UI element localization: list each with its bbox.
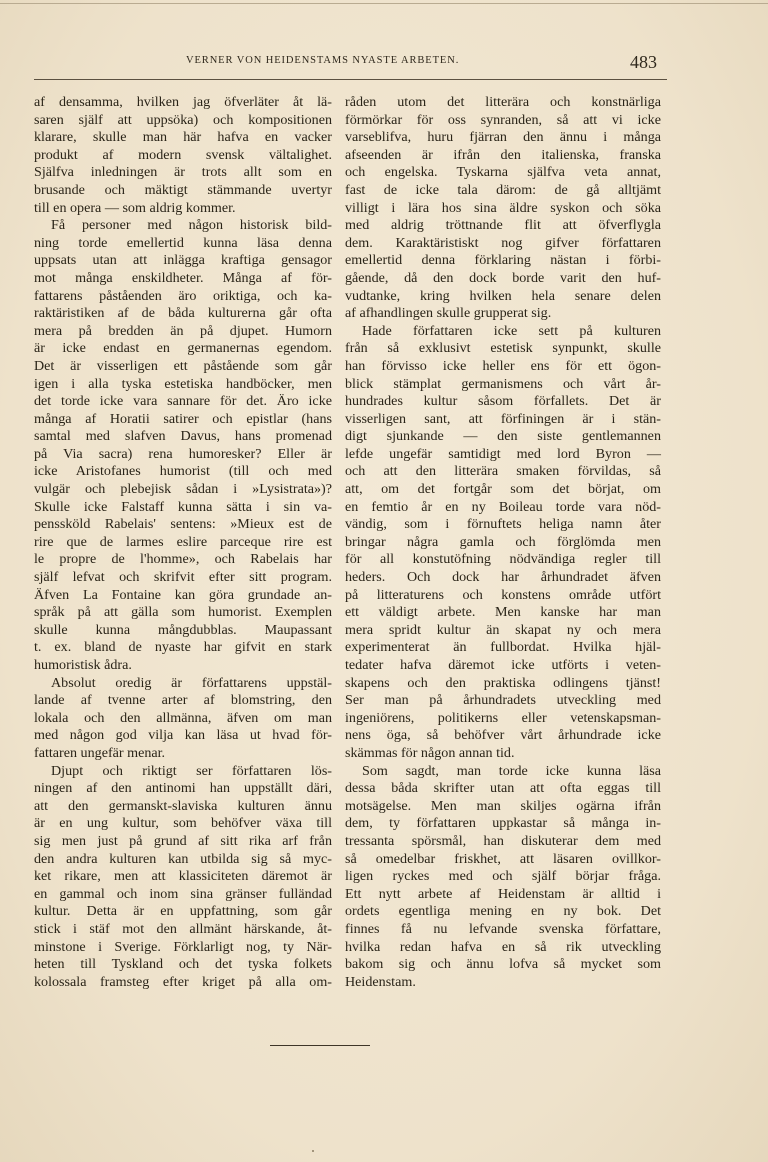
text-line: uppsats utan att inlägga kraftiga gensagor [34,252,332,269]
top-edge-line [0,3,768,4]
text-line: Som sagdt, man torde icke kunna läsa [362,762,661,779]
text-line: Absolut oredig är författarens uppstäl- [51,674,332,691]
text-line: sig men just på grund af sitt rika arf från [34,832,332,849]
text-line: kolossala framsteg efter kriget på alla om- [34,973,332,990]
text-line: ordets egentliga mening en ny bok. Det [345,903,661,920]
text-line: med någon god vilja kan läsa ut hvad för- [34,727,332,744]
text-line: nens öga, så behöfver vårt århundrade icke [345,727,661,744]
text-line: ingeniörens, politikerns eller vetenskapsman- [345,709,661,726]
text-line: och att den litterära smaken förvildas, så [345,463,661,480]
text-line: blick stämplat germanismens och vårt år- [345,375,661,392]
text-line: stick i stäf mot den allmänt härskande, åt- [34,920,332,937]
text-line: skämmas för någon annan tid. [345,744,515,761]
text-line: skapens och den praktiska odlingens tjänst! [345,674,661,691]
text-line: ett väldigt arbete. Men kanske har man [345,604,661,621]
text-line: hundrades kultur såsom förfallets. Det är [345,393,661,410]
text-line: rire que de larmes eslire parceque rire est [34,533,332,550]
text-line: icke Aristofanes humorist (till och med [34,463,332,480]
text-line: af afhandlingen skulle grupperat sig. [345,305,552,322]
text-line: af densamma, hvilken jag öfverläter åt lä- [34,94,332,110]
text-line: Heidenstam. [345,973,416,990]
text-line: dem, ty författaren uppkastar så många in- [345,815,661,832]
text-line: är en ung kultur, som behöfver växa till [34,815,332,832]
text-line: han förvisso icke heller ens för ett ögon- [345,357,661,374]
text-line: saren själf att uppsöka) och kompositionen [34,111,332,128]
text-line: skulle kunna mångdubblas. Maupassant [34,621,332,638]
text-line: med aldrig tröttnande flit att öfverflygla [345,217,661,234]
text-line: Ser man på århundradets utveckling med [345,692,661,709]
text-line: fast de icke tala därom: de gå alltjämt [345,181,661,198]
text-line: tressanta spörsmål, han diskuterar dem med [345,832,661,849]
text-line: lokala och den allmänna, äfven om man [34,709,332,726]
text-line: emellertid denna förklaring nästan i förbi- [345,252,661,269]
paper-speck [312,1150,314,1152]
text-line: ning torde emellertid kunna läsa denna [34,234,332,251]
text-line: heten till Tyskland och det tyska folkets [34,956,332,973]
text-line: bringar några gamla och förglömda men [345,533,661,550]
text-line: Ett nytt arbete af Heidenstam är alltid i [345,885,661,902]
text-line: mot många enskildheter. Många af för- [34,269,332,286]
text-line: ligen ryckes med och själf börjar fråga. [345,868,661,885]
text-line: ket rikare, men att klassiciteten däremot är [34,868,332,885]
text-line: Djupt och riktigt ser författaren lös- [51,762,332,779]
text-line: vändig, som i förnuftets heliga namn åter [345,516,661,533]
text-line: lande af tvenne arter af blomstring, den [34,692,332,709]
text-line: vudtanke, kring hvilken hela senare delen [345,287,661,304]
text-line: mera spridt kultur än skapat ny och mera [345,621,661,638]
text-line: Själfva inledningen är trots allt som en [34,164,332,181]
text-line: finnes få nu lefvande svenska författare, [345,920,661,937]
text-line: heders. Och dock har århundradet äfven [345,569,661,586]
header-rule [34,79,667,80]
text-line: experimenterat än fullbordat. Hvilka hjäl- [345,639,661,656]
text-line: produkt af modern svensk vältalighet. [34,146,332,163]
text-line: råden utom det litterära och konstnärliga [345,94,661,110]
text-line: villigt i lära hos sina äldre syskon och söka [345,199,661,216]
text-line: en gammal och inom sina gränser fulländad [34,885,332,902]
text-line: Det är visserligen ett påstående som går [34,357,332,374]
text-line: och engelska. Tyskarna själfva veta annat, [345,164,661,181]
text-line: till en opera — som aldrig kommer. [34,199,236,216]
text-line: humoristisk ådra. [34,657,132,673]
text-line: Skulle icke Falstaff kunna sätta i sin va- [34,498,332,515]
text-line: för all konstutöfning nödvändiga regler till [345,551,661,568]
text-line: en femtio år en ny Boileau torde vara nöd- [345,498,661,515]
text-line: vulgär och plebejisk sådan i »Lysistrata»)? [34,481,332,498]
end-rule [270,1045,370,1046]
text-line: samtal med slafven Davus, hans promenad [34,428,332,445]
text-line: att, om det fortgår som det börjat, om [345,481,661,498]
text-line: själf lefvat och skrifvit efter sitt program. [34,569,332,586]
text-line: igen i alla tyska estetiska handböcker, men [34,375,332,392]
text-line: digt sjunkande — den siste gentlemannen [345,428,661,445]
text-line: den andra kulturen kan utbilda sig så myc- [34,850,332,867]
text-line: le propre de l'homme», och Rabelais har [34,551,332,568]
text-line: gående, då den dock borde varit den huf- [345,269,661,286]
text-line: hvilka redan hafva en så rik utveckling [345,938,661,955]
text-line: på litteraturens och konstens område utfört [345,586,661,603]
text-line: fattarens påståenden äro oriktiga, och ka- [34,287,332,304]
text-line: förmörkar för oss synranden, så att vi icke [345,111,661,128]
text-line: det torde icke vara sannare för det. Äro icke [34,393,332,410]
text-line: t. ex. bland de nyaste har gifvit en stark [34,639,332,656]
text-line: penssköld Rabelais' sentens: »Mieux est de [34,516,332,533]
text-line: språk på att gälla som humorist. Exemplen [34,604,332,621]
text-line: raktäristiken af de båda kulturerna går ofta [34,305,332,322]
page-number: 483 [630,52,657,72]
text-line: att den germanskt-slaviska kulturen ännu [34,797,332,814]
text-line: afseenden är ifrån den italienska, franska [345,146,661,163]
text-line: på Via sacra) rena humoresker? Eller är [34,445,332,462]
left-text-column [34,94,332,991]
text-line: tedater hafva däremot icke utförts i veten- [345,657,661,673]
text-line: ningen af den antinomi han uppställt däri, [34,780,332,797]
running-header: VERNER VON HEIDENSTAMS NYASTE ARBETEN. [186,55,460,66]
right-text-column [345,94,661,991]
text-line: lefde ungefär samtidigt med lord Byron — [345,445,661,462]
text-line: brusande och mäktigt stämmande uvertyr [34,181,332,198]
text-line: mera på bredden än på djupet. Humorn [34,322,332,339]
text-line: Hade författaren icke sett på kulturen [362,322,661,339]
text-line: klarare, skulle man här hafva en vacker [34,129,332,146]
text-line: bakom sig och ännu lofva så mycket som [345,956,661,973]
text-line: visserligen sant, att förfiningen är i stän- [345,410,661,427]
text-line: minstone i Sverige. Förklarligt nog, ty När- [34,938,332,955]
text-line: många af Horatii satirer och epistlar (hans [34,410,332,427]
text-line: kultur. Detta är en uppfattning, som går [34,903,332,920]
text-line: Äfven La Fontaine kan göra grundade an- [34,586,332,603]
text-line: så omedelbar friskhet, att läsaren ovillkor- [345,850,661,867]
text-line: varseblifva, huru fjärran den ännu i många [345,129,661,146]
text-line: fattaren ungefär menar. [34,744,166,761]
text-line: motsägelse. Men man skiljes ogärna ifrån [345,797,661,814]
text-line: från så exklusivt estetisk synpunkt, skulle [345,340,661,357]
text-line: dem. Karaktäristiskt nog gifver författaren [345,234,661,251]
text-line: är icke endast en germanernas egendom. [34,340,332,357]
text-line: Få personer med någon historisk bild- [51,217,332,234]
text-line: dessa båda skrifter utan att ofta eggas till [345,780,661,797]
